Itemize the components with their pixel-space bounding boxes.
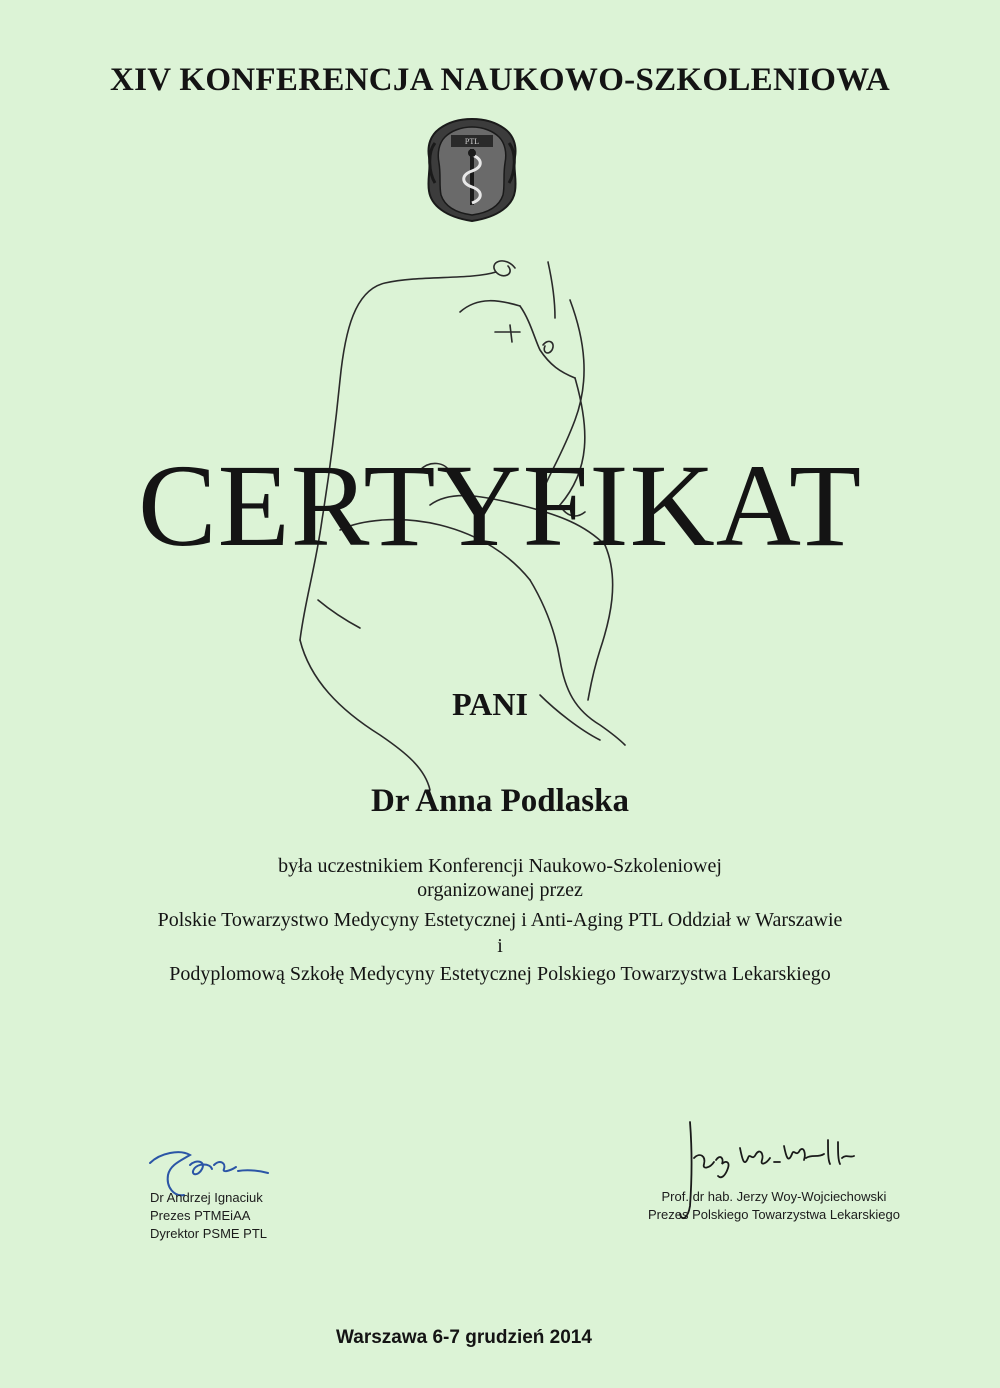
signatory-role: Prezes Polskiego Towarzystwa Lekarskiego — [648, 1207, 900, 1222]
caduceus-crest-icon — [421, 113, 523, 225]
signature-right-block — [648, 1188, 900, 1224]
body-line: i — [497, 935, 503, 957]
place-and-date: Warszawa 6-7 grudzień 2014 — [336, 1327, 592, 1348]
conference-title: XIV KONFERENCJA NAUKOWO-SZKOLENIOWA — [110, 62, 890, 98]
signatory-role: Prezes PTMEiAA — [150, 1208, 251, 1223]
body-line: Podyplomową Szkołę Medycyny Estetycznej Polskiego Towarzystwa Lekarskiego — [169, 963, 831, 985]
certificate-title: CERTYFIKAT — [137, 440, 863, 571]
body-line: Polskie Towarzystwo Medycyny Estetycznej i Anti-Aging PTL Oddział w Warszawie — [157, 909, 843, 931]
body-line: była uczestnikiem Konferencji Naukowo-Szkoleniowej — [278, 855, 722, 877]
svg-text:PTL: PTL — [464, 137, 480, 146]
signature-left-block — [150, 1189, 267, 1243]
signatory-role: Dyrektor PSME PTL — [150, 1226, 268, 1241]
signatory-name: Prof. dr hab. Jerzy Woy-Wojciechowski — [661, 1189, 887, 1204]
recipient-name: Dr Anna Podlaska — [371, 783, 629, 819]
signatory-name: Dr Andrzej Ignaciuk — [150, 1190, 263, 1205]
salutation: PANI — [452, 686, 528, 722]
body-line: organizowanej przez — [417, 879, 583, 901]
